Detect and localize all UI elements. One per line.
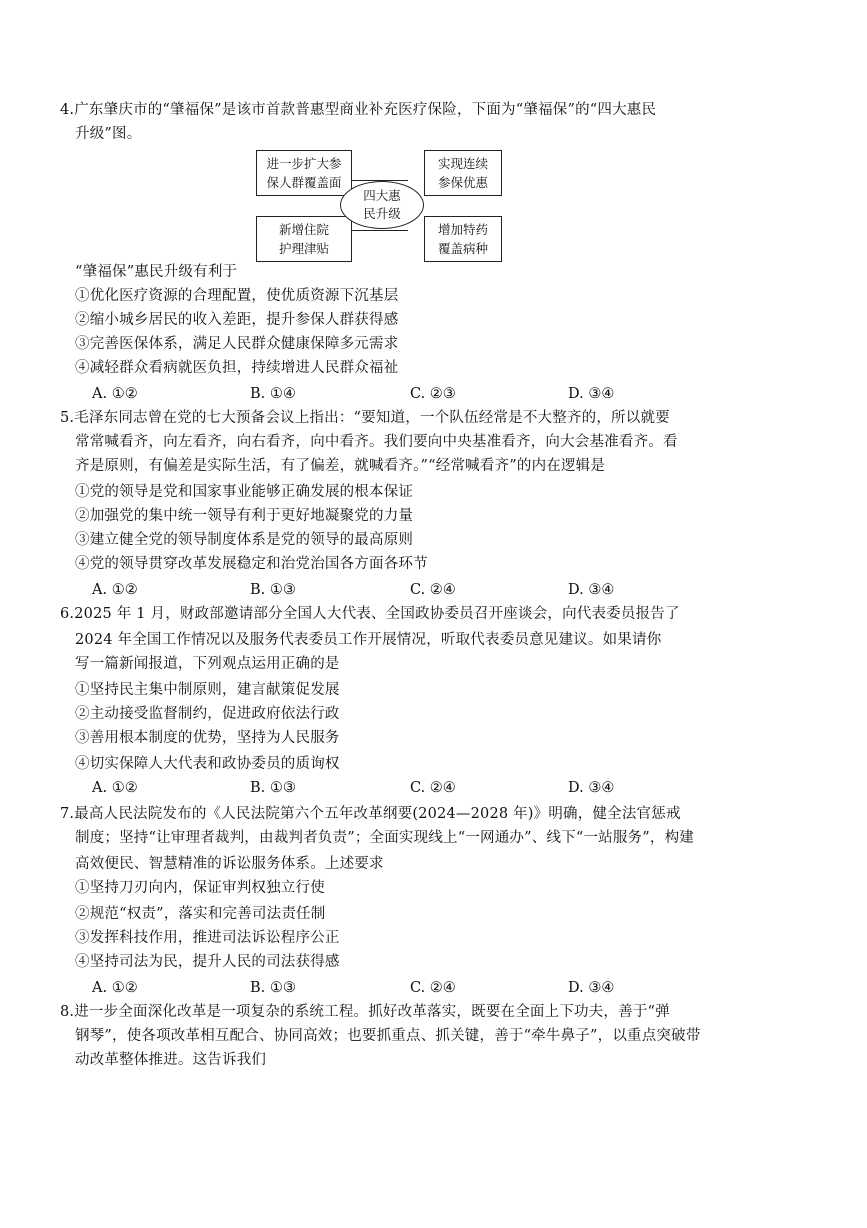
question-6-item-1: ①坚持民主集中制原则，建言献策促发展 <box>75 682 340 698</box>
box-special-drugs <box>424 216 502 262</box>
question-4-option-c: C. ②③ <box>410 386 456 402</box>
question-4-option-d: D. ③④ <box>568 386 615 402</box>
question-8-stem-line-3: 动改革整体推进。这告诉我们 <box>75 1052 267 1068</box>
question-5-item-1: ①党的领导是党和国家事业能够正确发展的根本保证 <box>75 484 414 500</box>
box-continuous-discount-line-1: 实现连续 <box>437 156 488 171</box>
box-nursing-allowance <box>256 216 352 262</box>
question-7-stem-line-1: 7.最高人民法院发布的《人民法院第六个五年改革纲要(2024—2028 年)》明确，健全法官惩戒 <box>60 806 681 822</box>
question-7-item-3: ③发挥科技作用，推进司法诉讼程序公正 <box>75 930 340 946</box>
box-continuous-discount <box>424 150 502 196</box>
question-8-stem-line-2: 钢琴”，使各项改革相互配合、协同高效；也要抓重点、抓关键，善于“牵牛鼻子”，以重点突破带 <box>75 1028 701 1044</box>
question-7-option-c: C. ②④ <box>410 980 456 996</box>
connector-line <box>352 230 408 231</box>
question-4-item-1: ①优化医疗资源的合理配置，使优质资源下沉基层 <box>75 288 399 304</box>
question-6-option-b: B. ①③ <box>250 780 296 796</box>
box-nursing-allowance-line-2: 护理津贴 <box>278 241 329 256</box>
question-5-item-2: ②加强党的集中统一领导有利于更好地凝聚党的力量 <box>75 508 414 524</box>
question-7-item-1: ①坚持刀刃向内，保证审判权独立行使 <box>75 880 325 896</box>
question-4-item-4: ④减轻群众看病就医负担，持续增进人民群众福祉 <box>75 360 399 376</box>
question-6-item-4: ④切实保障人大代表和政协委员的质询权 <box>75 756 340 772</box>
box-expand-coverage-line-1: 进一步扩大参 <box>266 156 342 171</box>
box-expand-coverage-line-2: 保人群覆盖面 <box>266 175 342 190</box>
question-4-stem-line-1: 4.广东肇庆市的“肇福保”是该市首款普惠型商业补充医疗保险，下面为“肇福保”的“四大惠民 <box>60 102 657 118</box>
question-5-stem-line-3: 齐是原则，有偏差是实际生活，有了偏差，就喊看齐。”“经常喊看齐”的内在逻辑是 <box>75 458 606 474</box>
box-special-drugs-line-1: 增加特药 <box>437 222 488 237</box>
question-4-stem-line-2: 升级”图。 <box>75 126 142 142</box>
question-6-option-d: D. ③④ <box>568 780 615 796</box>
question-5-option-a: A. ①② <box>92 582 138 598</box>
four-upgrades-diagram <box>254 146 504 264</box>
question-7-item-4: ④坚持司法为民，提升人民的司法获得感 <box>75 954 340 970</box>
question-6-item-3: ③善用根本制度的优势，坚持为人民服务 <box>75 730 340 746</box>
question-6-stem-line-1: 6.2025 年 1 月，财政部邀请部分全国人大代表、全国政协委员召开座谈会，向代表委员报告了 <box>60 606 680 622</box>
question-4-item-2: ②缩小城乡居民的收入差距，提升参保人群获得感 <box>75 312 399 328</box>
box-special-drugs-line-2: 覆盖病种 <box>437 241 488 256</box>
box-expand-coverage <box>256 150 352 196</box>
box-nursing-allowance-line-1: 新增住院 <box>278 222 329 237</box>
question-7-option-d: D. ③④ <box>568 980 615 996</box>
question-7-stem-line-3: 高效便民、智慧精准的诉讼服务体系。上述要求 <box>75 856 384 872</box>
question-5-stem-line-2: 常常喊看齐，向左看齐，向右看齐，向中看齐。我们要向中央基准看齐，向大会基准看齐。看 <box>75 434 678 450</box>
question-5-stem-line-1: 5.毛泽东同志曾在党的七大预备会议上指出：“要知道，一个队伍经常是不大整齐的，所以就要 <box>60 410 670 426</box>
question-4-item-3: ③完善医保体系，满足人民群众健康保障多元需求 <box>75 336 399 352</box>
question-5-option-c: C. ②④ <box>410 582 456 598</box>
box-continuous-discount-line-2: 参保优惠 <box>437 175 488 190</box>
question-4-option-b: B. ①④ <box>250 386 296 402</box>
question-5-item-4: ④党的领导贯穿改革发展稳定和治党治国各方面各环节 <box>75 556 428 572</box>
question-5-item-3: ③建立健全党的领导制度体系是党的领导的最高原则 <box>75 532 414 548</box>
question-5-option-d: D. ③④ <box>568 582 615 598</box>
question-7-item-2: ②规范“权责”，落实和完善司法责任制 <box>75 906 326 922</box>
question-7-stem-line-2: 制度；坚持“让审理者裁判，由裁判者负责”；全面实现线上“一网通办”、线下“一站服务”，构建 <box>75 830 694 846</box>
question-6-stem-line-3: 写一篇新闻报道，下列观点运用正确的是 <box>75 656 340 672</box>
question-5-option-b: B. ①③ <box>250 582 296 598</box>
question-4-prompt: “肇福保”惠民升级有利于 <box>75 264 238 280</box>
center-label-line-1: 四大惠 <box>363 188 401 203</box>
center-label-line-2: 民升级 <box>363 206 401 221</box>
question-6-option-a: A. ①② <box>92 780 138 796</box>
question-6-option-c: C. ②④ <box>410 780 456 796</box>
question-6-item-2: ②主动接受监督制约，促进政府依法行政 <box>75 706 340 722</box>
question-7-option-b: B. ①③ <box>250 980 296 996</box>
question-8-stem-line-1: 8.进一步全面深化改革是一项复杂的系统工程。抓好改革落实，既要在全面上下功夫，善于“弹 <box>60 1004 670 1020</box>
question-6-stem-line-2: 2024 年全国工作情况以及服务代表委员工作开展情况，听取代表委员意见建议。如果请你 <box>75 632 662 648</box>
center-ellipse <box>340 181 424 229</box>
question-4-option-a: A. ①② <box>92 386 138 402</box>
question-7-option-a: A. ①② <box>92 980 138 996</box>
